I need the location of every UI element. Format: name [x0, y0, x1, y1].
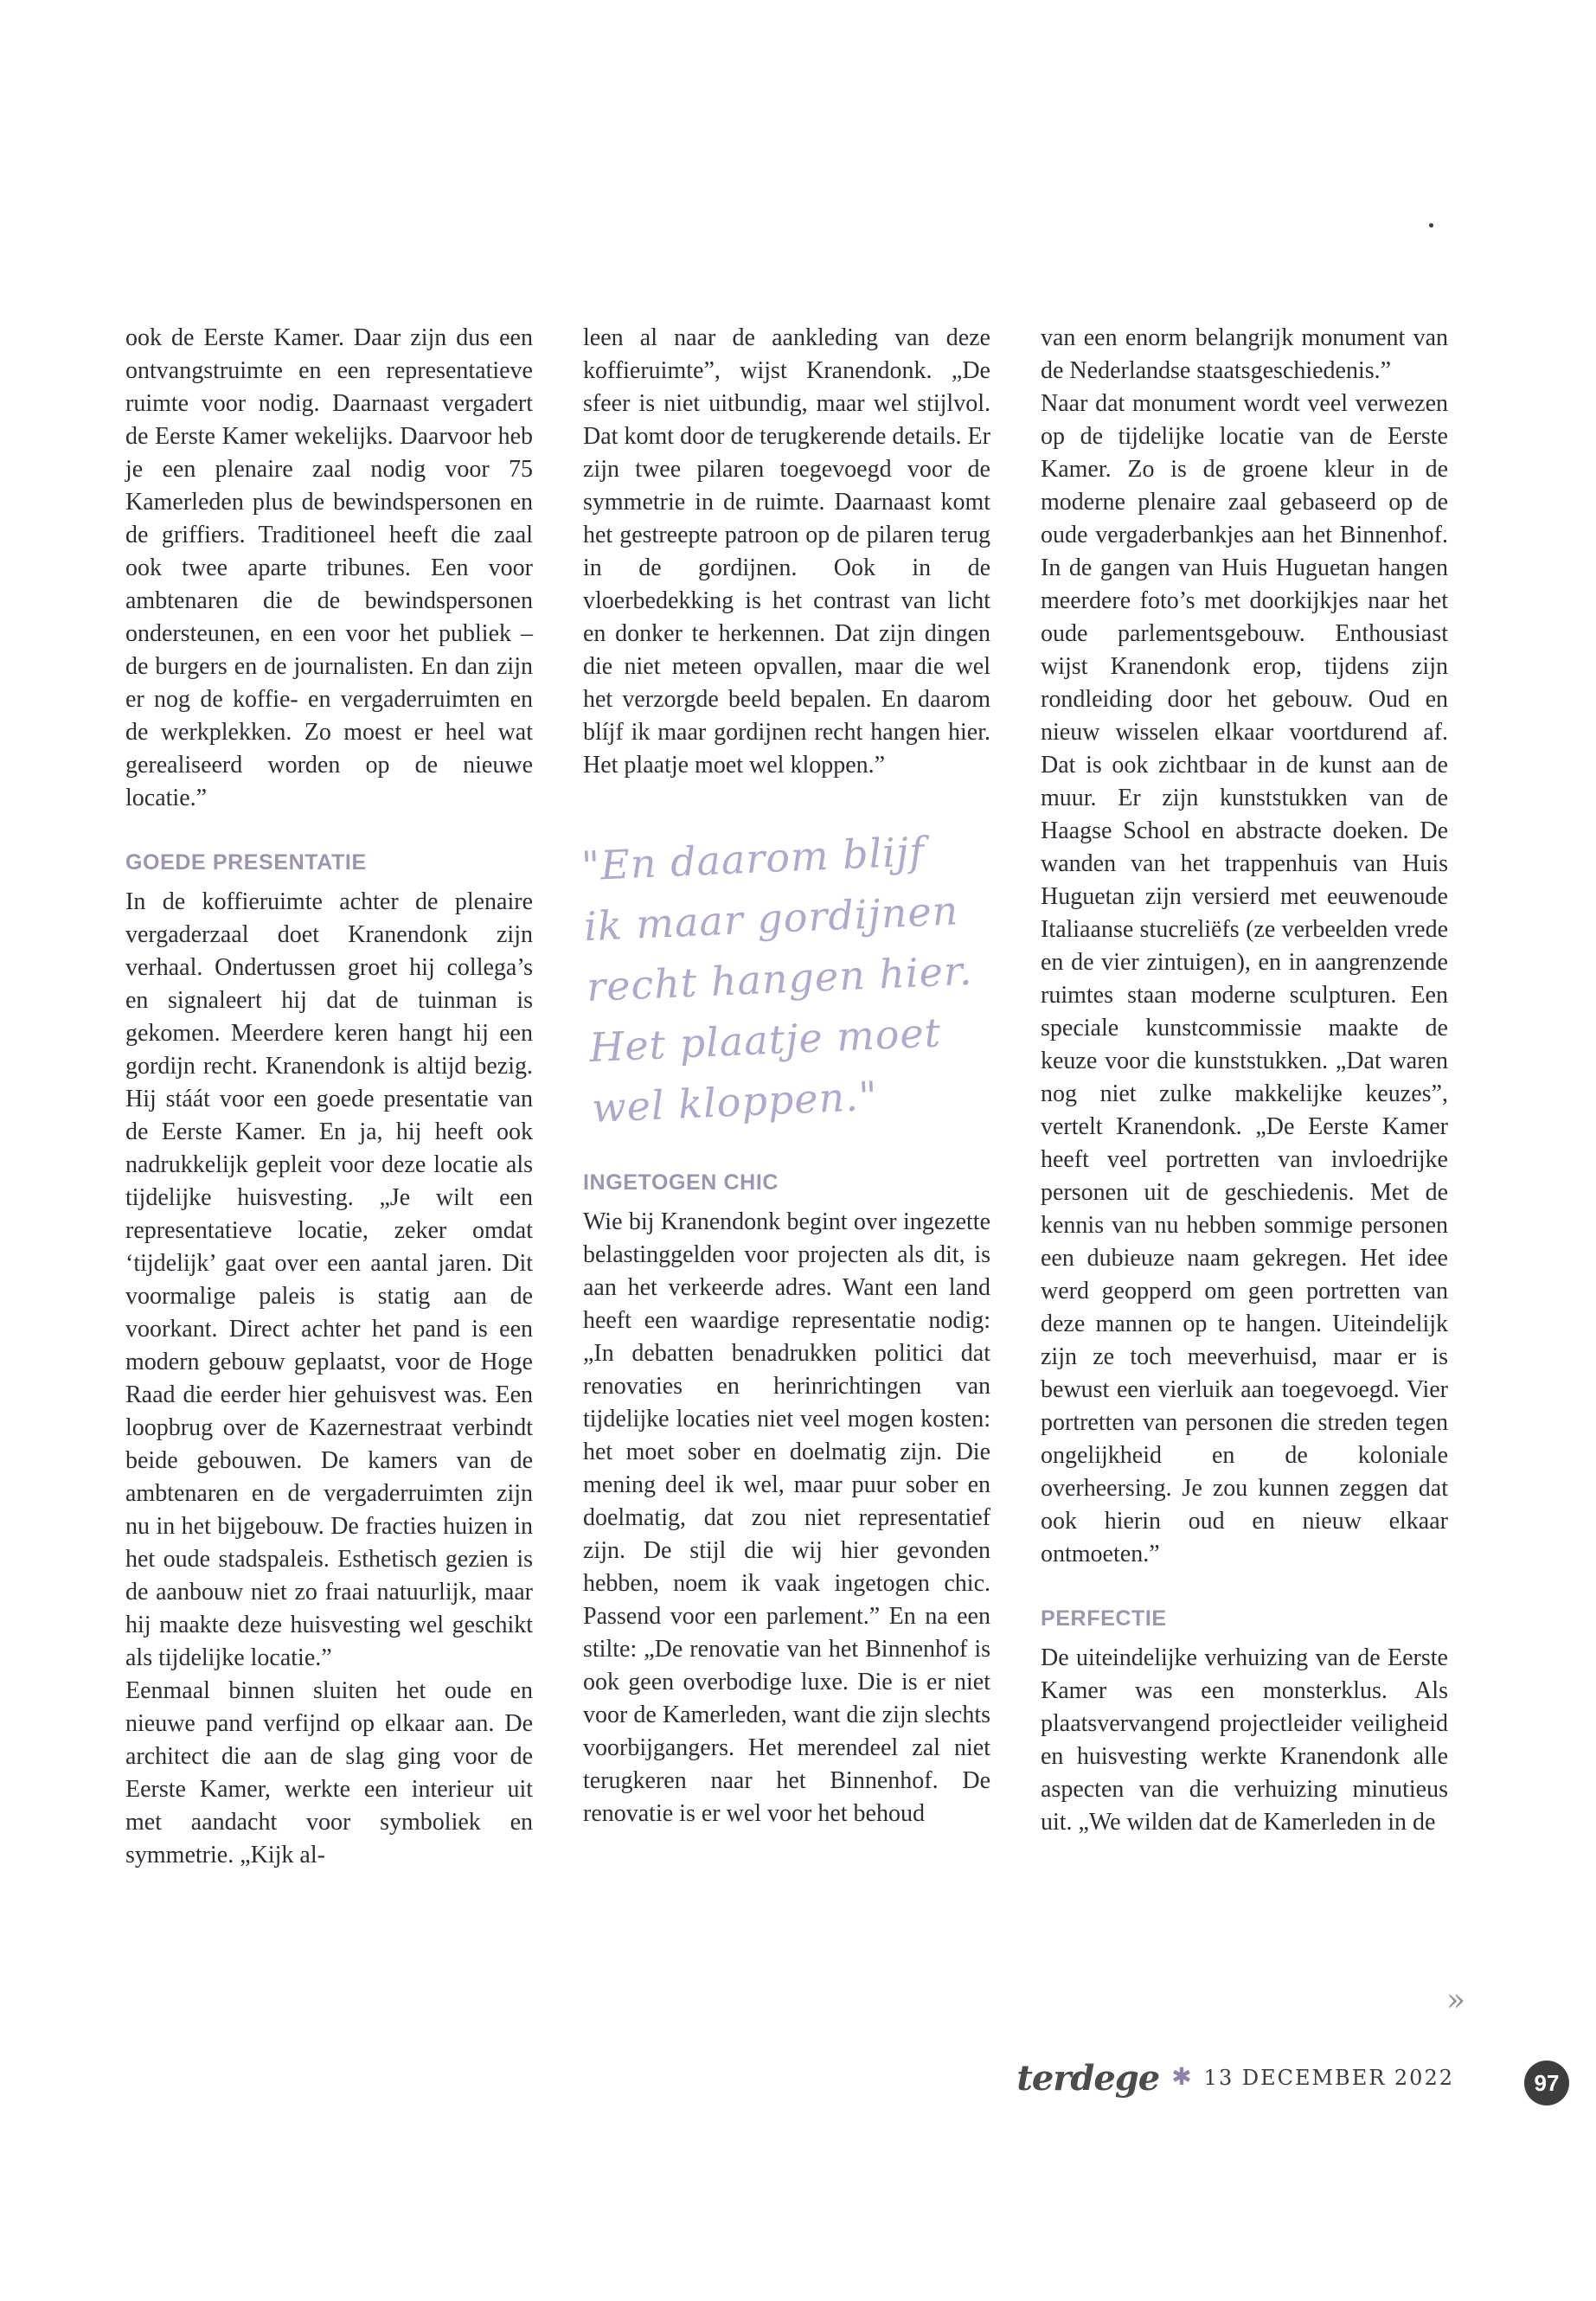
article-paragraph: De uiteindelijke verhuizing van de Eerste Kamer was een monsterklus. Als plaatsvervangend projectleider veiligheid en huisvesting werkte Kranendonk alle aspecten van die verhuizing minutieus uit. „We wilden dat de Kamerleden in de: [1041, 1644, 1448, 1836]
column-3: [1041, 322, 1448, 1872]
column-2: [580, 322, 990, 1872]
continuation-chevron-icon: »: [1446, 1983, 1466, 2018]
article-paragraph: Naar dat monument wordt veel verwezen op de tijdelijke locatie van de Eerste Kamer. Zo is de groene kleur in de moderne plenaire zaal gebaseerd op de oude vergaderbankjes aan het Binnenhof. In de gangen van Huis Huguetan hangen meerdere foto’s met doorkijkjes naar het oude parlementsgebouw. Enthousiast wijst Kranendonk erop, tijdens zijn rondleiding door het gebouw. Oud en nieuw wisselen elkaar voortdurend af. Dat is ook zichtbaar in de kunst aan de muur. Er zijn kunststukken van de Haagse School en abstracte doeken. De wanden van het trappenhuis van Huis Huguetan zijn versierd met eeuwenoude Italiaanse stucreliëfs (ze verbeelden vrede en de vier zintuigen), en in aangrenzende ruimtes staan moderne sculpturen. Een speciale kunstcommissie maakte de keuze voor die kunststukken. „Dat waren nog niet zulke makkelijke keuzes”, vertelt Kranendonk. „De Eerste Kamer heeft veel portretten van invloedrijke personen uit de geschiedenis. Met de kennis van nu hebben sommige personen een dubieuze naam gekregen. Het idee werd geopperd om geen portretten van deze mannen op te hangen. Uiteindelijk zijn ze toch meeverhuisd, maar er is bewust een vierluik aan toegevoegd. Vier portretten van personen die streden tegen ongelijkheid en de koloniale overheersing. Je zou kunnen zeggen dat ook hierin oud en nieuw elkaar ontmoeten.”: [1041, 390, 1448, 1567]
page-number-badge: 97: [1524, 2061, 1569, 2106]
column-1: [125, 322, 533, 1872]
article-paragraph: van een enorm belangrijk monument van de Nederlandse staatsgeschiedenis.”: [1041, 324, 1448, 384]
article-columns: [125, 322, 1449, 1872]
stray-dot: [1429, 223, 1433, 228]
asterisk-icon: ✱: [1171, 2061, 1192, 2091]
section-heading-perfectie: PERFECTIE: [1041, 1606, 1167, 1631]
pull-quote-line: wel kloppen.": [591, 1072, 879, 1132]
magazine-logo: terdege: [1016, 2057, 1160, 2099]
article-paragraph: Eenmaal binnen sluiten het oude en nieuwe pand verfijnd op elkaar aan. De architect die aan de slag ging voor de Eerste Kamer, werkte een interieur uit met aandacht voor symboliek en symmetrie. „Kijk al-: [125, 1677, 533, 1868]
section-heading-goede-presentatie: GOEDE PRESENTATIE: [125, 850, 367, 875]
pull-quote-line: Het plaatje moet: [588, 1009, 943, 1072]
page-footer: [1016, 2050, 1454, 2106]
article-paragraph: In de koffieruimte achter de plenaire vergaderzaal doet Kranendonk zijn verhaal. Ondertussen groet hij collega’s en signaleert hij dat de tuinman is gekomen. Meerdere keren hangt hij een gordijn recht. Kranendonk is altijd bezig. Hij stáát voor een goede presentatie van de Eerste Kamer. En ja, hij heeft ook nadrukkelijk gepleit voor deze locatie als tijdelijke huisvesting. „Je wilt een representatieve locatie, zeker omdat ‘tijdelijk’ gaat over een aantal jaren. Dit voormalige paleis is statig aan de voorkant. Direct achter het pand is een modern gebouw geplaatst, voor de Hoge Raad die eerder hier gehuisvest was. Een loopbrug over de Kazernestraat verbindt beide gebouwen. De kamers van de ambtenaren en de vergaderruimten zijn nu in het bijgebouw. De fracties huizen in het oude stadspaleis. Esthetisch gezien is de aanbouw niet zo fraai natuurlijk, maar hij maakte deze huisvesting wel geschikt als tijdelijke locatie.”: [125, 888, 533, 1671]
article-paragraph: ook de Eerste Kamer. Daar zijn dus een ontvangstruimte en een representatieve ruimte voor nodig. Daarnaast vergadert de Eerste Kamer wekelijks. Daarvoor heb je een plenaire zaal nodig voor 75 Kamerleden plus de bewindspersonen en de griffiers. Traditioneel heeft die zaal ook twee aparte tribunes. Een voor ambtenaren die de bewindspersonen ondersteunen, en een voor het publiek – de burgers en de journalisten. En dan zijn er nog de koffie- en vergaderruimten en de werkplekken. Zo moest er heel wat gerealiseerd worden op de nieuwe locatie.”: [125, 324, 533, 811]
pull-quote-line: recht hangen hier.: [586, 946, 974, 1011]
article-paragraph: leen al naar de aankleding van deze koffieruimte”, wijst Kranendonk. „De sfeer is niet uitbundig, maar wel stijlvol. Dat komt door de terugkerende details. Er zijn twee pilaren toegevoegd voor de symmetrie in de ruimte. Daarnaast komt het gestreepte patroon op de pilaren terug in de gordijnen. Ook in de vloerbedekking is het contrast van licht en donker te herkennen. Dat zijn dingen die niet meteen opvallen, maar die wel het verzorgde beeld bepalen. En daarom blíjf ik maar gordijnen recht hangen hier. Het plaatje moet wel kloppen.”: [583, 324, 990, 779]
article-paragraph: Wie bij Kranendonk begint over ingezette belastinggelden voor projecten als dit, is aan het verkeerde adres. Want een land heeft een waardige representatie nodig: „In debatten benadrukken politici dat renovaties en herinrichtingen van tijdelijke locaties niet veel mogen kosten: het moet sober en doelmatig zijn. Die mening deel ik wel, maar puur sober en doelmatig, dat zou niet representatief zijn. De stijl die wij hier gevonden hebben, noem ik vaak ingetogen chic. Passend voor een parlement.” En na een stilte: „De renovatie van het Binnenhof is ook geen overbodige luxe. Die is er niet voor de Kamerleden, want die zijn slechts voorbijgangers. Het merendeel zal niet terugkeren naar het Binnenhof. De renovatie is er wel voor het behoud: [583, 1208, 990, 1827]
pull-quote: [580, 818, 997, 1138]
issue-date: 13 DECEMBER 2022: [1203, 2066, 1454, 2090]
pull-quote-line: "En daarom blijf: [580, 828, 926, 890]
pull-quote-line: ik maar gordijnen: [582, 887, 960, 951]
section-heading-ingetogen-chic: INGETOGEN CHIC: [583, 1170, 779, 1195]
